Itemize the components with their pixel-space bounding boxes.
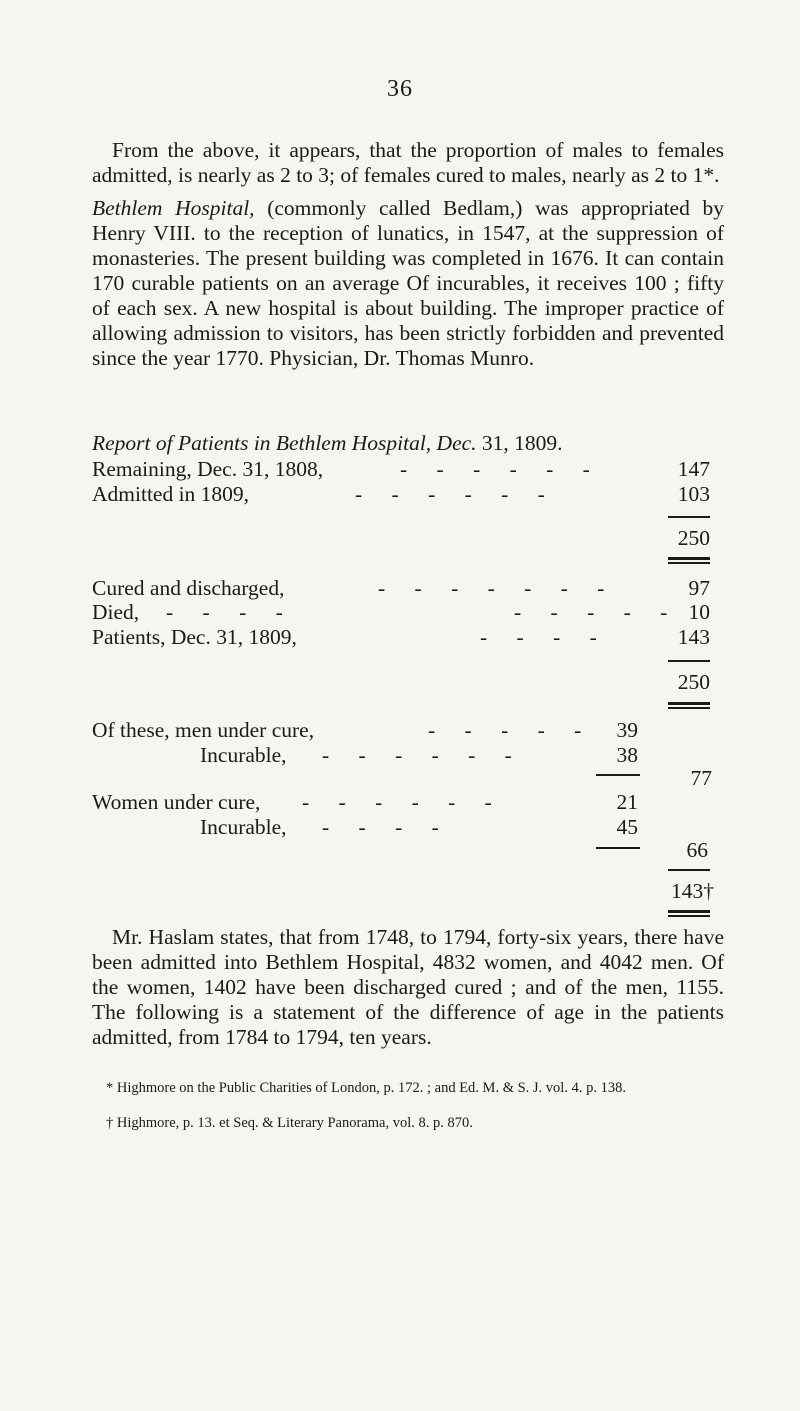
row-remaining-value: 147 <box>677 457 710 481</box>
leader-dashes: - - - - - <box>428 718 594 742</box>
sum-rule <box>596 774 640 776</box>
subtotal-1: 250 <box>677 526 710 550</box>
row-patients-value: 143 <box>677 625 710 649</box>
footnote-1: * Highmore on the Public Charities of London, p. 172. ; and Ed. M. & S. J. vol. 4. p. 138. <box>106 1080 626 1096</box>
women-cure-label: Women under cure, <box>92 790 261 814</box>
row-died-label: Died, <box>92 600 140 624</box>
men-incurable-value: 38 <box>616 743 638 767</box>
double-rule <box>668 702 710 705</box>
double-rule <box>668 557 710 560</box>
women-total: 66 <box>686 838 708 862</box>
paragraph-proportion: From the above, it appears, that the proportion of males to females admitted, is nearly as 2 to 3; of females cured to males, nearly as 2 to 1*. <box>92 138 724 187</box>
bethlem-hospital-heading: Bethlem Hospital, <box>92 196 255 220</box>
leader-dashes: - - - - - <box>514 600 680 624</box>
women-incurable-label: Incurable, <box>200 815 287 839</box>
double-rule <box>668 707 710 709</box>
men-cure-value: 39 <box>616 718 638 742</box>
report-title-italic: Report of Patients in Bethlem Hospital, Dec. <box>92 431 477 455</box>
leader-dashes: - - - - - - <box>322 743 524 767</box>
leader-dashes: - - - - - - <box>400 457 602 481</box>
leader-dashes: - - - - - - - <box>378 576 617 600</box>
women-incurable-value: 45 <box>616 815 638 839</box>
sum-rule <box>668 869 710 871</box>
row-admitted-value: 103 <box>677 482 710 506</box>
paragraph-bethlem <box>92 196 724 371</box>
sum-rule <box>596 847 640 849</box>
men-cure-label: Of these, men under cure, <box>92 718 315 742</box>
report-title-date: 31, 1809. <box>476 431 563 455</box>
footnote-2: † Highmore, p. 13. et Seq. & Literary Panorama, vol. 8. p. 870. <box>106 1115 473 1131</box>
leader-dashes: - - - - <box>166 600 295 624</box>
men-incurable-label: Incurable, <box>200 743 287 767</box>
subtotal-2: 250 <box>677 670 710 694</box>
double-rule <box>668 915 710 917</box>
double-rule <box>668 910 710 913</box>
row-patients-label: Patients, Dec. 31, 1809, <box>92 625 297 649</box>
men-total: 77 <box>690 766 712 790</box>
grand-total: 143† <box>671 879 714 903</box>
sum-rule <box>668 516 710 518</box>
leader-dashes: - - - - <box>480 625 609 649</box>
women-cure-value: 21 <box>616 790 638 814</box>
bethlem-description: (commonly called Bedlam,) was appropriated by Henry VIII. to the reception of lunatics, in 1547, at the suppression of monasteries. The present building was completed in 1676. It can contain 170 curable patients on an average Of incurables, it receives 100 ; fifty of each sex. A new hospital is about building. The improper practice of allowing admission to visitors, has been strictly forbidden and prevented since the year 1770. Physician, Dr. Thomas Munro. <box>92 196 725 370</box>
row-remaining-label: Remaining, Dec. 31, 1808, <box>92 457 324 481</box>
row-cured-label: Cured and discharged, <box>92 576 285 600</box>
leader-dashes: - - - - <box>322 815 451 839</box>
paragraph-haslam: Mr. Haslam states, that from 1748, to 1794, forty-six years, there have been admitted into Bethlem Hospital, 4832 women, and 4042 men. Of the women, 1402 have been discharged cured ; and of the men, 1155. The following is a statement of the difference of age in the patients admitted, from 1784 to 1794, ten years. <box>92 925 724 1049</box>
leader-dashes: - - - - - - <box>302 790 504 814</box>
leader-dashes: - - - - - - <box>355 482 557 506</box>
row-died-value: 10 <box>688 600 710 624</box>
report-title <box>92 431 732 456</box>
row-cured-value: 97 <box>688 576 710 600</box>
page-number: 36 <box>387 76 413 102</box>
double-rule <box>668 562 710 564</box>
sum-rule <box>668 660 710 662</box>
row-admitted-label: Admitted in 1809, <box>92 482 250 506</box>
